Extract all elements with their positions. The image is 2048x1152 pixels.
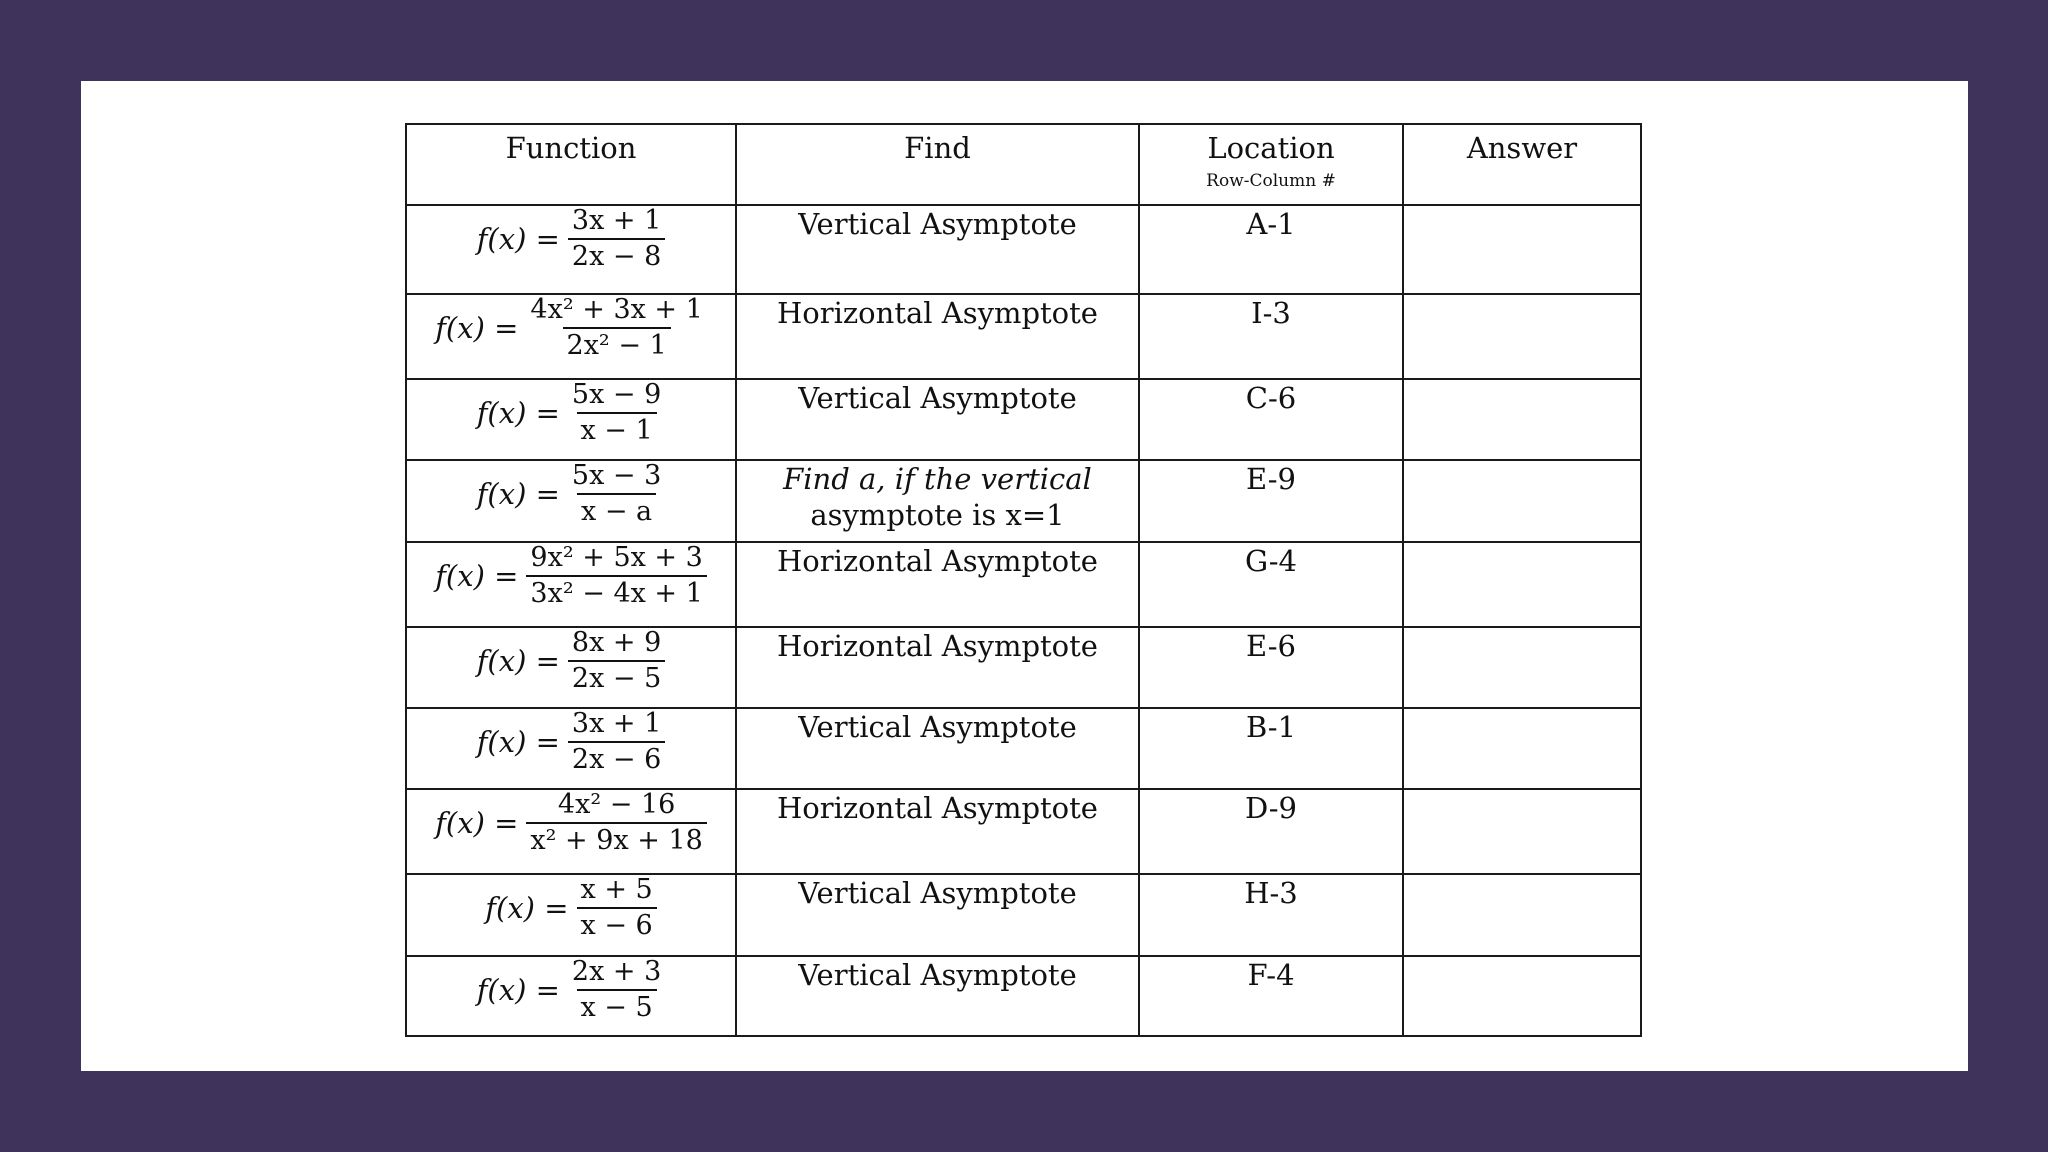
location-cell: B-1: [1139, 708, 1403, 789]
table-row: [406, 708, 1641, 789]
table-row: [406, 542, 1641, 627]
location-cell: C-6: [1139, 379, 1403, 460]
denominator: 3x² − 4x + 1: [526, 575, 706, 609]
location-cell: E-6: [1139, 627, 1403, 708]
function-lhs: f(x) =: [435, 558, 519, 593]
function-cell: [406, 294, 736, 379]
function-cell: [406, 460, 736, 542]
table-row: [406, 956, 1641, 1036]
numerator: 4x² + 3x + 1: [530, 294, 703, 325]
function-lhs: f(x) =: [476, 395, 560, 430]
location-cell: A-1: [1139, 205, 1403, 294]
find-cell: Vertical Asymptote: [736, 205, 1139, 294]
function-formula: [477, 628, 666, 693]
fraction: [568, 628, 665, 693]
fraction: [568, 206, 665, 271]
fraction: [526, 543, 706, 608]
function-formula: [477, 380, 666, 445]
function-formula: [477, 709, 666, 774]
answer-cell[interactable]: [1403, 874, 1641, 956]
answer-cell[interactable]: [1403, 627, 1641, 708]
function-lhs: f(x) =: [435, 805, 519, 840]
denominator: x − 1: [577, 412, 657, 446]
numerator: 3x + 1: [571, 205, 662, 236]
numerator: 8x + 9: [571, 627, 662, 658]
numerator: 3x + 1: [571, 708, 662, 739]
find-cell: Vertical Asymptote: [736, 379, 1139, 460]
function-cell: [406, 542, 736, 627]
header-row: [406, 124, 1641, 205]
location-cell: H-3: [1139, 874, 1403, 956]
fraction: [568, 380, 665, 445]
function-cell: [406, 708, 736, 789]
denominator: 2x − 5: [568, 660, 665, 694]
numerator: 2x + 3: [571, 956, 662, 987]
location-cell: D-9: [1139, 789, 1403, 874]
function-lhs: f(x) =: [476, 724, 560, 759]
fraction: [577, 875, 657, 940]
header-location: Location Row-Column #: [1139, 124, 1403, 205]
denominator: x² + 9x + 18: [526, 822, 706, 856]
function-cell: [406, 874, 736, 956]
numerator: 5x − 3: [571, 460, 662, 491]
numerator: 4x² − 16: [557, 789, 676, 820]
numerator: 9x² + 5x + 3: [530, 542, 703, 573]
answer-cell[interactable]: [1403, 956, 1641, 1036]
table-row: [406, 789, 1641, 874]
find-cell: Horizontal Asymptote: [736, 542, 1139, 627]
location-cell: I-3: [1139, 294, 1403, 379]
denominator: 2x − 6: [568, 741, 665, 775]
find-cell: Horizontal Asymptote: [736, 789, 1139, 874]
answer-cell[interactable]: [1403, 379, 1641, 460]
find-line-2: asymptote is x=1: [810, 498, 1065, 533]
numerator: 5x − 9: [571, 379, 662, 410]
function-cell: [406, 379, 736, 460]
answer-cell[interactable]: [1403, 708, 1641, 789]
table-row: [406, 294, 1641, 379]
function-cell: [406, 205, 736, 294]
denominator: 2x − 8: [568, 238, 665, 272]
answer-cell[interactable]: [1403, 294, 1641, 379]
fraction: [526, 295, 706, 360]
fraction: [568, 957, 665, 1022]
function-formula: [477, 461, 666, 526]
table-row: [406, 205, 1641, 294]
function-formula: [477, 206, 666, 271]
table-row: [406, 627, 1641, 708]
table-row: [406, 379, 1641, 460]
function-cell: [406, 789, 736, 874]
function-lhs: f(x) =: [485, 890, 569, 925]
location-cell: G-4: [1139, 542, 1403, 627]
function-lhs: f(x) =: [476, 476, 560, 511]
answer-cell[interactable]: [1403, 460, 1641, 542]
function-formula: [485, 875, 656, 940]
header-function: Function: [406, 124, 736, 205]
function-formula: [435, 790, 707, 855]
find-cell: Horizontal Asymptote: [736, 294, 1139, 379]
answer-cell[interactable]: [1403, 542, 1641, 627]
find-cell: Vertical Asymptote: [736, 956, 1139, 1036]
fraction: [568, 461, 665, 526]
denominator: x − a: [577, 493, 656, 527]
find-cell: Vertical Asymptote: [736, 708, 1139, 789]
fraction: [568, 709, 665, 774]
header-answer: Answer: [1403, 124, 1641, 205]
function-formula: [435, 543, 707, 608]
asymptote-worksheet-table: [405, 123, 1642, 1037]
location-cell: E-9: [1139, 460, 1403, 542]
find-cell: [736, 460, 1139, 542]
denominator: x − 6: [577, 907, 657, 941]
find-cell: Vertical Asymptote: [736, 874, 1139, 956]
fraction: [526, 790, 706, 855]
worksheet-slide: [81, 81, 1968, 1071]
table-row: [406, 874, 1641, 956]
function-cell: [406, 627, 736, 708]
function-formula: [477, 957, 666, 1022]
location-cell: F-4: [1139, 956, 1403, 1036]
function-cell: [406, 956, 736, 1036]
answer-cell[interactable]: [1403, 789, 1641, 874]
answer-cell[interactable]: [1403, 205, 1641, 294]
denominator: x − 5: [577, 989, 657, 1023]
denominator: 2x² − 1: [563, 327, 671, 361]
header-find: Find: [736, 124, 1139, 205]
function-lhs: f(x) =: [435, 310, 519, 345]
header-location-sub: Row-Column #: [1206, 171, 1336, 191]
function-lhs: f(x) =: [476, 972, 560, 1007]
function-formula: [435, 295, 707, 360]
numerator: x + 5: [580, 874, 653, 905]
find-line-1: Find a, if the vertical: [783, 462, 1092, 496]
function-lhs: f(x) =: [476, 643, 560, 678]
find-cell: Horizontal Asymptote: [736, 627, 1139, 708]
function-lhs: f(x) =: [476, 221, 560, 256]
table-row: [406, 460, 1641, 542]
